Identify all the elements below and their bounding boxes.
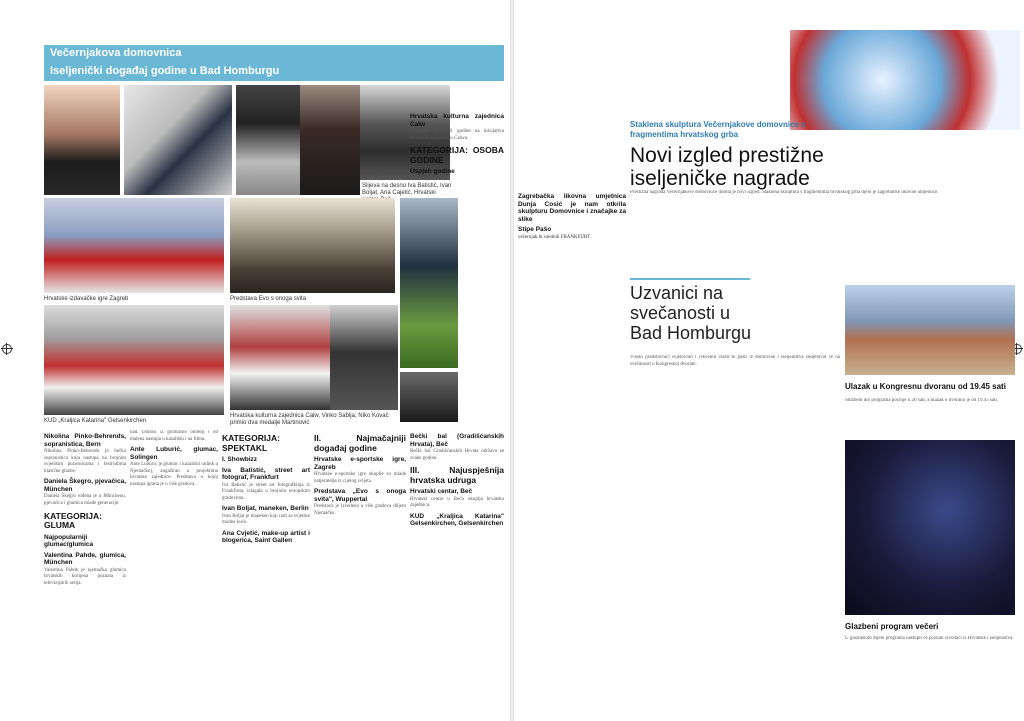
text-column-1: Nikolina Pinko-Behrends, sopranistica, Bern Nikolina Pinko-Behrends je bečka sopranistica koja nastupa na brojnim svjetskim pozornicama i festivalima klasične glazbe. Daniela Škegro, pjevačica, München Daniela Škegro rođena je u Münchenu, pjevačica i glumica mlađe generacije. KATEGORIJA: GLUMA Najpopularniji glumac/glumica Valentina Pahde, glumica, München Valentina Pahde je njemačka glumica hrvatskih korijena poznata iz televizijskih serija. [44, 433, 126, 586]
category-heading: KATEGORIJA: OSOBA GODINE [410, 145, 504, 165]
divider [630, 278, 750, 280]
entry-info-text: Službeni dio programa počinje u 20 sati, a ulazak u dvoranu je od 19.45 sati. [845, 398, 999, 403]
photo-children-group [44, 198, 224, 293]
page-fold [510, 0, 514, 721]
name-heading: Predstava „Evo s onoga svita", Wuppertal [314, 488, 406, 503]
music-program-title: Glazbeni program večeri [845, 622, 939, 631]
name-heading: Valentina Pahde, glumica, München [44, 551, 126, 567]
text-column-5: Bečki bal (Gradišćanskih Hrvata), Beč Bečki bal Gradišćanskih Hrvata održava se svake godine. III. Najuspješnija hrvatska udruga Hrvatski centar, Beč Hrvatski centar u Beču okuplja hrvatsku zajednicu. KUD „Kraljica Katarina" Gelsenkirchen, Gelsenkirchen [410, 433, 504, 528]
right-intro-column [518, 190, 626, 285]
entry-info-title: Ulazak u Kongresnu dvoranu od 19.45 sati [845, 382, 1006, 391]
category-heading: KATEGORIJA: GLUMA [44, 510, 102, 531]
byline: Stipe Pašo [518, 226, 552, 233]
category-heading: KATEGORIJA: SPEKTAKL [222, 433, 280, 453]
name-heading: Hrvatski centar, Beč [410, 488, 473, 496]
text-column-upper-right-left: Hrvatska kulturna zajednica Calw Osnovana je 1998. godine na inicijativu hrvatskih iseljenika u Calwu. KATEGORIJA: OSOBA GODINE Uspjeh godine [410, 113, 504, 176]
guest-list-column: Visoki predstavnici svjetovnih i crkvenih vlasti te gosti iz domovine i iseljeništva sudjelovat će na svečanosti u Kongresnoj dvorani. [630, 355, 840, 367]
section-title: Večernjakova domovnica [50, 47, 182, 59]
text-column-2: nad. Donosi iz glumačke obitelji i od malena nastupa u kazalištu i na filmu. Ante Luburić, glumac, Solingen Ante Luburić je glumac i kazališni radnik u Njemačkoj, angažiran u projektima hrvatske zajednice. Predstava u kojoj nastupa igrana je u više gradova. [130, 430, 218, 487]
name-heading: Ana Cvjetić, make-up artist i blogerica, Saint Gallen [222, 529, 310, 545]
caption-theatre: Predstava Evo s onoga svita [230, 296, 307, 302]
category-heading: III. Najuspješnija hrvatska udruga [410, 465, 504, 485]
name-heading: Ante Luburić, glumac, Solingen [130, 446, 218, 461]
name-heading: Hrvatske e-sportske igre, Zagreb [314, 456, 406, 471]
registration-mark-icon [2, 344, 12, 354]
section-subtitle: Iseljenički događaj godine u Bad Homburgu [50, 65, 280, 77]
article-headline-2: Uzvanici na svečanosti u Bad Homburgu [630, 283, 752, 343]
category-subheading: Uspjeh godine [410, 168, 455, 176]
intro-bold: Zagrebačka likovna umjetnica Dunja Cosić je nam otkrila skulpturu Domovnice i značajke za slike [518, 193, 626, 223]
caption-group-three: Slijeva na desno Iva Batistić, Ivan Boljat, Ana Cajetić, Hrvatski [362, 183, 452, 196]
music-program-text: U glazbenom dijelu programa nastupit će poznati izvođači iz Hrvatske i iseljeništva. [845, 636, 1014, 641]
photo-footballer [400, 198, 458, 368]
section-header-band [44, 45, 504, 81]
name-heading: Iva Batistić, street art fotograf, Frankfurt [222, 466, 310, 481]
photo-vinko-sablja [330, 305, 398, 410]
caption-kud: KUD „Kraljica Katarina" Gelsenkirchen [44, 418, 147, 424]
photo-singer-stage [845, 440, 1015, 615]
text-column-4: II. Najmačajniji događaj godine Hrvatske e-sportske igre, Zagreb Hrvatske e-sportske igre okupile su mlade natjecatelje iz cijelog svijeta. Predstava „Evo s onoga svita", Wuppertal Predstava je izvedena u više gradova diljem Njemačke. [314, 433, 406, 516]
byline-role: večernjak.hr urednik FRANKFURT [518, 234, 591, 240]
photo-theatre-cast [230, 198, 395, 293]
caption-culture: Hrvatska kulturna zajednica Calw, Vinko Sablja, Niko Kovač primio dva medalje Martinović [230, 413, 389, 426]
photo-man-sitting [124, 85, 232, 195]
photo-woman-dark [300, 85, 360, 195]
photo-cultural-group [230, 305, 330, 410]
category-subheading: Najpopularniji glumac/glumica [44, 533, 94, 549]
name-heading: Bečki bal (Gradišćanskih Hrvata), Beč [410, 433, 504, 448]
photo-bad-homburg-town [845, 285, 1015, 375]
category-heading: II. Najmačajniji događaj godine [314, 433, 406, 453]
right-text-columns: Prestižna nagrada Večernjakove domovnice dobila je novi izgled. Staklena skulptura s fragmentima hrvatskog grba djelo je zagrebačke likovne umjetnice. [630, 190, 939, 195]
name-heading: KUD „Kraljica Katarina" Gelsenkirchen, Gelsenkirchen [410, 512, 504, 528]
name-heading: Ivan Boljat, maneken, Berlin [222, 505, 309, 513]
photo-woman-portrait [44, 85, 120, 195]
photo-robert-kovac [400, 372, 458, 422]
caption-children: Hrvatske izdavačke igre Zagreb [44, 296, 129, 302]
text-column-3: KATEGORIJA: SPEKTAKL I. Showbizz Iva Batistić, street art fotograf, Frankfurt Iva Batistić je street art fotografkinja iz Frankfurta, izlagala u brojnim europskim gradovima. Ivan Boljat, maneken, Berlin Ivan Boljat je maneken koji radi za svjetske modne kuće. Ana Cvjetić, make-up artist i blogerica, Saint Gallen [222, 433, 310, 545]
name-heading: Hrvatska kulturna zajednica Calw [410, 113, 504, 128]
name-heading: Daniela Škegro, pjevačica, München [44, 478, 126, 493]
article-kicker: Staklena skulptura Večernjakove domovnice s fragmentima hrvatskog grba [630, 120, 806, 139]
article-headline: Novi izgled prestižne iseljeničke nagrade [630, 144, 824, 190]
photo-kud-group [44, 305, 224, 415]
photo-man-hat [236, 85, 308, 195]
photo-glass-sculpture [790, 30, 1020, 130]
name-heading: Nikolina Pinko-Behrends, sopranistica, Bern [44, 433, 126, 448]
category-subheading: I. Showbizz [222, 456, 258, 463]
